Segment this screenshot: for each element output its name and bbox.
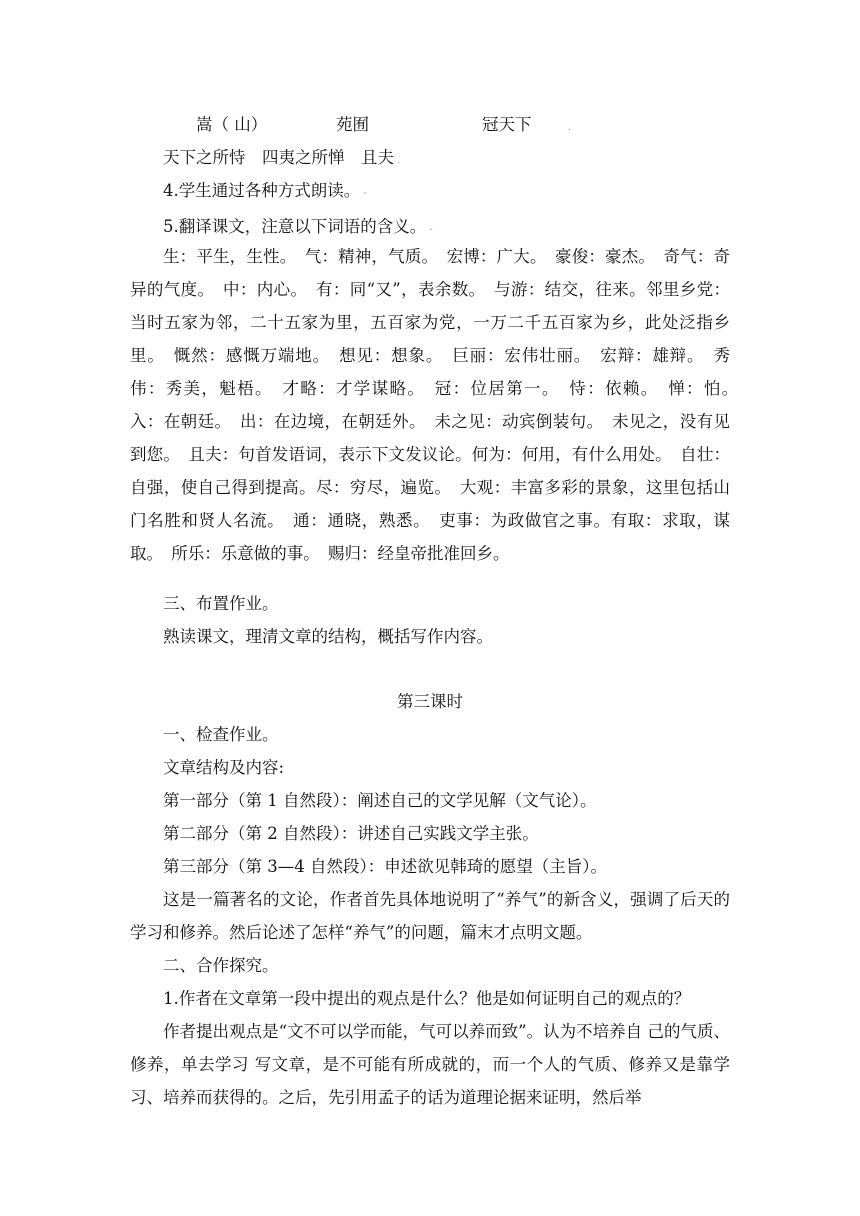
glossary-paragraph <box>130 240 747 570</box>
part-one: 第一部分（第 1 自然段）：阐述自己的文学见解（文气论）。 <box>163 791 597 810</box>
step-5: 5.翻译课文，注意以下词语的含义。 <box>163 217 427 236</box>
summary-paragraph: 这是一篇著名的文论，作者首先具体地说明了“养气”的新含义，强调了后天的学习和修养。然后论述了怎样“养气”的问题，篇末才点明文题。 <box>130 890 730 942</box>
vocab-terms-row-2 <box>130 141 730 177</box>
terms-line-2: 天下之所恃 四夷之所惮 且夫 <box>163 148 394 167</box>
vocab-terms-row <box>130 108 730 144</box>
part-two: 第二部分（第 2 自然段）：讲述自己实践文学主张。 <box>163 824 539 843</box>
homework-text: 熟读课文，理清文章的结构，概括写作内容。 <box>163 627 493 646</box>
structure-label: 文章结构及内容: <box>163 758 285 777</box>
paragraph-mark: . <box>564 122 571 133</box>
glossary-text: 生：平生，生性。 气：精神，气质。 宏博：广大。 豪俊：豪杰。 奇气：奇异的气度。 中：内心。 有：同“又”，表余数。 与游：结交，往来。邻里乡党：当时五家为邻，二十五家为里，五百家为党，一万二千五百家为乡，此处泛指乡里。 慨然：感慨万端地。 想见：想象。 巨丽：宏伟壮丽。 宏辩：雄辩。 秀伟：秀美，魁梧。 才略：才学谋略。 冠：位居第一。 恃：依赖。 惮：怕。 入：在朝廷。 出：在边境，在朝廷外。 未之见：动宾倒装句。 未见之，没有见到您。 且夫：句首发语词，表示下文发议论。何为：何用，有什么用处。 自壮：自强，使自己得到提高。尽：穷尽，遍览。 大观：丰富多彩的景象，这里包括山门名胜和贤人名流。 通：通晓，熟悉。 吏事：为政做官之事。有取：求取，谋取。 所乐：乐意做的事。 赐归：经皇帝批准回乡。 <box>130 247 747 563</box>
step-4: 4.学生通过各种方式朗读。 <box>163 181 361 200</box>
term-song-shan: 嵩（ 山） <box>196 115 268 134</box>
term-yuan-you: 苑囿 <box>336 115 369 134</box>
paragraph-mark: . <box>394 155 401 166</box>
check-heading: 一、检查作业。 <box>163 725 279 744</box>
lesson-three-section <box>130 685 730 1114</box>
explore-heading: 二、合作探究。 <box>163 956 279 975</box>
answer-one: 作者提出观点是“文不可以学而能，气可以养而致”。认为不培养自 己的气质、修养，单去学习 写文章，是不可能有所成就的，而一个人的气质、修养又是靠学习、培养而获得的。之后，先引用孟子的话为道理论据来证明，然后举 <box>130 1022 730 1107</box>
part-three: 第三部分（第 3—4 自然段）：申述欲见韩琦的愿望（主旨）。 <box>163 857 607 876</box>
homework-heading: 三、布置作业。 <box>163 594 279 613</box>
homework-section <box>130 587 730 653</box>
term-guan-tianxia: 冠天下 <box>482 115 532 134</box>
question-one: 1.作者在文章第一段中提出的观点是什么？他是如何证明自己的观点的？ <box>163 989 691 1008</box>
lesson-title: 第三课时 <box>397 692 463 711</box>
paragraph-mark: - <box>426 224 433 235</box>
paragraph-mark: - <box>360 188 367 199</box>
step-list <box>130 174 730 246</box>
